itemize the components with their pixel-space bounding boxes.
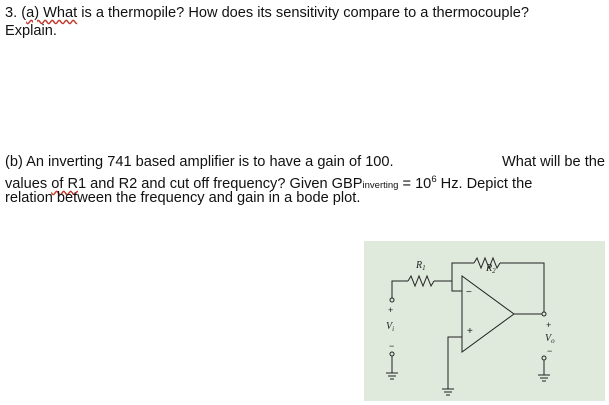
text-equals: = 10 (398, 175, 432, 192)
input-wire (392, 281, 408, 298)
inverting-amplifier-figure (364, 241, 605, 401)
question-a-text: is a thermopile? How does its sensitivity compare to a thermocouple? (77, 5, 529, 21)
question-a-line-1 (5, 4, 529, 22)
question-b-text-start: (b) An inverting 741 based amplifier is to have a gain of 100. (5, 154, 394, 170)
input-terminal-top (390, 298, 394, 302)
op-amp-plus-sign: + (467, 326, 473, 337)
r2-label: $R_2$ (486, 263, 496, 275)
text-depict: Hz. Depict the (436, 175, 533, 192)
r1-label: $R_1$ (416, 260, 426, 272)
non-inverting-wire (448, 337, 462, 389)
vo-minus-sign: − (547, 346, 553, 356)
vo-plus-sign: + (546, 320, 552, 330)
part-a-label: a) What (26, 5, 78, 21)
subscript-inverting: inverting (362, 179, 399, 191)
vi-plus-sign: + (388, 305, 394, 315)
input-terminal-bottom (390, 352, 394, 356)
superscript-six: 6 (431, 174, 437, 185)
text-of-r: of R (51, 175, 79, 192)
vi-minus-sign: − (389, 341, 395, 351)
feedback-wire-right (500, 263, 544, 314)
feedback-wire-left (452, 263, 474, 281)
circuit-diagram (364, 241, 605, 401)
op-amp-minus-sign: − (466, 287, 472, 298)
vi-label: $V_i$ (386, 321, 395, 333)
question-number: 3. ( (5, 5, 27, 21)
text-values: values (5, 175, 52, 192)
question-b-text-end: What will be the (501, 154, 605, 170)
output-terminal-bottom (542, 356, 546, 360)
question-a-line-2: Explain. (5, 23, 57, 39)
vo-label: $V_o$ (545, 333, 555, 345)
r1-resistor (408, 276, 434, 286)
output-terminal (542, 312, 546, 316)
question-b-line-3: relation between the frequency and gain in a bode plot. (5, 190, 361, 206)
inverting-input-wire (452, 281, 462, 291)
question-b-line-1 (5, 153, 605, 171)
text-r1-r2: 1 and R2 and cut off frequency? Given GBP (78, 175, 363, 192)
